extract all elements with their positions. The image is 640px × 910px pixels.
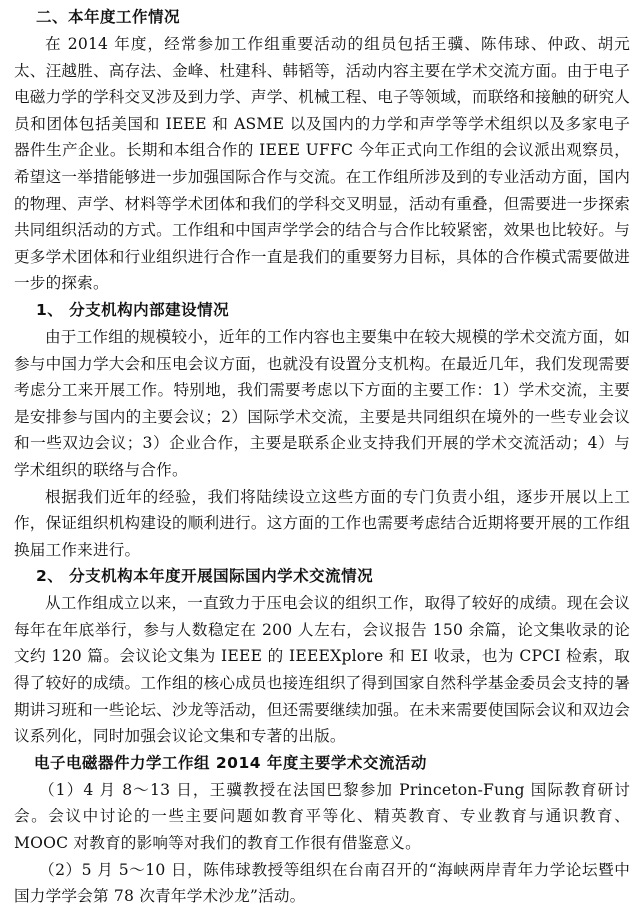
paragraph-overview: 在 2014 年度，经常参加工作组重要活动的组员包括王骥、陈伟球、仲政、胡元太、汪越胜、高存法、金峰、杜建科、韩韬等，活动内容主要在学术交流方面。由于电子电磁力学的学科交叉涉及到力学、声学、机械工程、电子等领域，而联络和接触的研究人员和团体包括美国和 IEEE 和 ASME 以及国内的力学和声学等学术组织以及多家电子器件生产企业。长期和本组合作的 IEEE UFFC 今年正式向工作组的会议派出观察员，希望这一举措能够进一步加强国际合作与交流。在工作组所涉及到的专业活动方面，国内的物理、声学、材料等学术团体和我们的学科交叉明显，活动有重叠，但需要进一步探索共同组织活动的方式。工作组和中国声学学会的结合与合作比较紧密，效果也比较好。与更多学术团体和行业组织进行合作一直是我们的重要努力目标，具体的合作模式需要做进一步的探索。 (14, 35, 630, 293)
document-page (14, 4, 630, 910)
subsection-heading-internal-construction: 1、 分支机构内部建设情况 (36, 300, 230, 319)
section-title: 二、本年度工作情况 (36, 8, 181, 26)
paragraph-academic-exchange: 从工作组成立以来，一直致力于压电会议的组织工作，取得了较好的成绩。现在会议每年在年底举行，参与人数稳定在 200 人左右，会议报告 150 余篇，论文集收录的论文约 120 篇。会议论文集为 IEEE 的 IEEEXplore 和 EI 收录，也为 CPCI 检索，取得了较好的成绩。工作组的核心成员也接连组织了得到国家自然科学基金委员会支持的暑期讲习班和一些论坛、沙龙等活动，但还需要继续加强。在未来需要使国际会议和双边会议系列化，同时加强会议论文集和专著的出版。 (14, 594, 630, 746)
subsection-heading-academic-exchange: 2、 分支机构本年度开展国际国内学术交流情况 (36, 567, 374, 586)
activity-item: （2）5 月 5～10 日，陈伟球教授等组织在台南召开的“海峡两岸青年力学论坛暨中国力学学会第 78 次青年学术沙龙”活动。 (14, 860, 630, 906)
activities-list-title: 电子电磁器件力学工作组 2014 年度主要学术交流活动 (34, 753, 427, 772)
paragraph-internal-construction: 由于工作组的规模较小，近年的工作内容也主要集中在较大规模的学术交流方面，如参与中国力学大会和压电会议方面，也就没有设置分支机构。在最近几年，我们发现需要考虑分工来开展工作。特别地，我们需要考虑以下方面的主要工作：1）学术交流，主要是安排参与国内的主要会议；2）国际学术交流，主要是共同组织在境外的一些专业会议和一些双边会议；3）企业合作，主要是联系企业支持我们开展的学术交流活动；4）与学术组织的联络与合作。 (14, 327, 630, 479)
activity-item: （1）4 月 8～13 日，王骥教授在法国巴黎参加 Princeton-Fung 国际教育研讨会。会议中讨论的一些主要问题如教育平等化、精英教育、专业教育与通识教育、MOOC 对教育的影响等对我们的教育工作很有借鉴意义。 (14, 780, 630, 853)
paragraph-experience-plan: 根据我们近年的经验，我们将陆续设立这些方面的专门负责小组，逐步开展以上工作，保证组织机构建设的顺利进行。这方面的工作也需要考虑结合近期将要开展的工作组换届工作来进行。 (14, 487, 630, 559)
